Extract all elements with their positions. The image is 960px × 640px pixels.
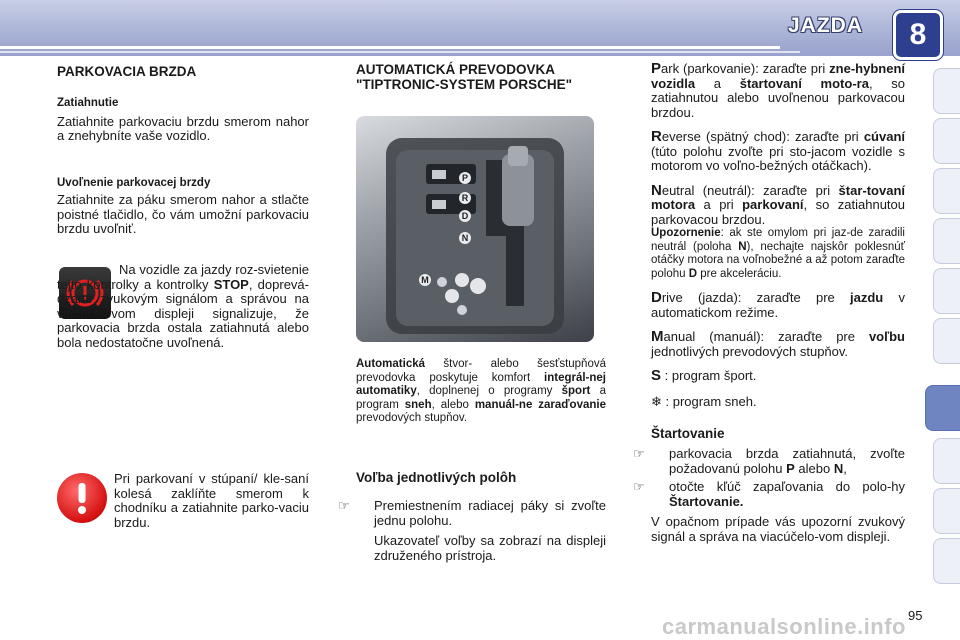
header-divider-thin [0,51,800,53]
chapter-number-badge: 8 [893,10,943,60]
gate-label-n: N [459,232,471,244]
section-title-parking-brake: PARKOVACIA BRZDA [57,64,197,79]
text-part: a pri [695,197,743,212]
warn1-part: Na vozidle za jazdy roz-svietenie tejto kontrolky a kontrolky [57,262,309,292]
text-part: a [695,75,740,91]
chapter-title: JAZDA [788,14,864,37]
gear-letter: R [651,128,662,145]
section-title-starting: Štartovanie [651,426,725,441]
text-part: eutral (neutrál): zaraďte pri [661,182,839,198]
text-part: N [833,460,844,476]
chapter-side-tabs [930,60,960,580]
text-part: v automatickom režime. [651,290,905,320]
gear-letter: S [651,367,662,384]
text-part: , so zatiahnutou alebo uvoľnenou parkovacou brzdou. [651,75,905,120]
parking-slope-note [114,472,309,530]
side-tab[interactable] [933,118,960,164]
page-number: 95 [908,608,923,623]
text-part: Upozornenie [651,227,721,239]
text-part: : program šport. [661,368,757,383]
release-text: Zatiahnite za páku smerom nahor a stlačte poistné tlačidlo, čo vám umožní parkovaciu brzdu uvoľniť. [57,192,309,236]
program-sport [651,369,905,384]
snowflake-icon: ❄ [651,393,662,409]
program-snow [651,395,905,410]
caption-part: manuál-ne zaraďovanie [474,398,606,411]
text-part: alebo [794,460,834,476]
exclamation-warning-icon [57,473,107,523]
caption-part: a program [356,385,607,411]
side-tab[interactable] [933,68,960,114]
caption-part: , doplnenej o programy [416,385,562,397]
text-part: cúvaní [863,129,905,144]
gear-d-description [651,291,905,320]
caption-part: Automatická [356,358,426,370]
text-part: Štartovanie. [669,493,744,509]
left-column [57,64,309,237]
text-part: jednotlivých prevodových stupňov. [651,343,849,359]
watermark: carmanualsonline.info [662,614,906,639]
right-column [633,60,905,544]
gate-label-m: M [419,274,431,286]
text-part: D [688,267,698,280]
text-part: parkovaní [742,197,804,212]
side-tab-active[interactable] [925,385,960,431]
select-note: Ukazovateľ voľby sa zobrazí na displeji združeného prístroja. [374,533,606,563]
text-part: , so zatiahnutou parkovacou brzdou. [651,197,905,227]
gear-selector-photo [356,116,594,342]
side-tab[interactable] [933,538,960,584]
text-part: parkovacia brzda zatiahnutá, zvoľte požadovanú polohu [669,446,905,476]
side-tab[interactable] [933,318,960,364]
text-part: štar-tovaní motora [651,182,905,212]
caption-part: štvor- alebo šesťstupňová prevodovka poskytuje komfort [356,358,606,384]
text-part: N [738,240,747,253]
gear-letter: D [651,289,662,306]
text-part: , [843,460,847,476]
select-item-text: Premiestnením radiacej páky si zvoľte jednu polohu. [374,498,606,528]
text-part: : ak ste omylom pri jaz-de zaradili neutrál (poloha [651,227,905,253]
warn1-stop: STOP [213,276,249,292]
release-heading: Uvoľnenie parkovacej brzdy [57,176,211,189]
gear-m-description [651,330,905,359]
text-part: zne-hybnení vozidla [651,61,905,91]
caption-part: prevodových stupňov. [356,412,468,424]
start-item-1 [633,446,905,476]
neutral-warning [651,227,905,281]
caption-part: integrál-nej automatiky [356,371,606,397]
side-tab[interactable] [933,168,960,214]
middle-column-title [356,62,596,92]
text-part: ), nechajte najskôr poklesnúť otáčky motora na voľnobežné a až potom zaraďte polohu [651,240,905,280]
gear-r-description [651,130,905,174]
pointing-hand-icon: ☞ [338,498,350,513]
text-part: pre akceleráciu. [697,267,782,280]
text-part: voľbu [868,329,905,344]
header-divider [0,46,780,49]
pointing-hand-icon: ☞ [633,446,645,461]
caption-part: , alebo [431,398,475,411]
gear-letter: N [651,181,662,199]
section-title-position-selection: Voľba jednotlivých polôh [356,470,517,485]
text-part: : program sneh. [661,393,757,409]
side-tab[interactable] [933,218,960,264]
position-selection [338,470,606,563]
caption-part: sneh [404,398,432,411]
text-part: everse (spätný chod): zaraďte pri [661,129,864,144]
side-tab[interactable] [933,488,960,534]
text-part: ark (parkovanie): zaraďte pri [661,61,830,76]
gearbox-caption [356,358,606,426]
text-part: rive (jazda): zaraďte pre [661,290,851,305]
text-part: štartovaní moto-ra [739,75,869,91]
caption-part: šport [561,385,591,397]
apply-heading: Zatiahnutie [57,97,119,109]
brake-warning-text [57,263,309,350]
gate-label-d: D [459,210,471,222]
side-tab[interactable] [933,268,960,314]
gear-letter: P [651,60,662,77]
gear-p-description [651,62,905,120]
gate-label-r: R [459,192,471,204]
text-part: anual (manuál): zaraďte pre [663,329,869,344]
side-tab[interactable] [933,438,960,484]
warn1-part: , doprevá-dzané zvukovým signálom a správou na viacúčelovom displeji signalizuje, že parkovacia brzda ostala zatiahnutá alebo bola nedostatočne uvoľnená. [57,276,309,350]
text-part: P [786,460,795,476]
gate-label-p: P [459,172,471,184]
start-note: V opačnom prípade vás upozorní zvukový signál a správa na viacúčelo-vom displeji. [651,514,905,544]
text-part: jazdu [850,290,884,305]
text-part: (túto polohu zvoľte pri sto-jacom vozidle s motorom vo voľno-bežných otáčkach). [651,143,905,173]
section-title-automatic-gearbox: AUTOMATICKÁ PREVODOVKA "TIPTRONIC-SYSTEM PORSCHE" [356,62,573,92]
text-part: otočte kľúč zapaľovania do polo-hy [669,479,905,494]
pointing-hand-icon: ☞ [633,479,645,494]
gear-n-description [651,181,905,228]
start-item-2 [633,479,905,509]
gear-letter: M [651,328,664,345]
apply-text: Zatiahnite parkovaciu brzdu smerom nahor a znehybníte vaše vozidlo. [57,113,309,143]
warn2-text: Pri parkovaní v stúpaní/ kle-saní kolesá zaklíňte smerom k chodníku a zatiahnite parko-vaciu brzdu. [114,471,309,530]
